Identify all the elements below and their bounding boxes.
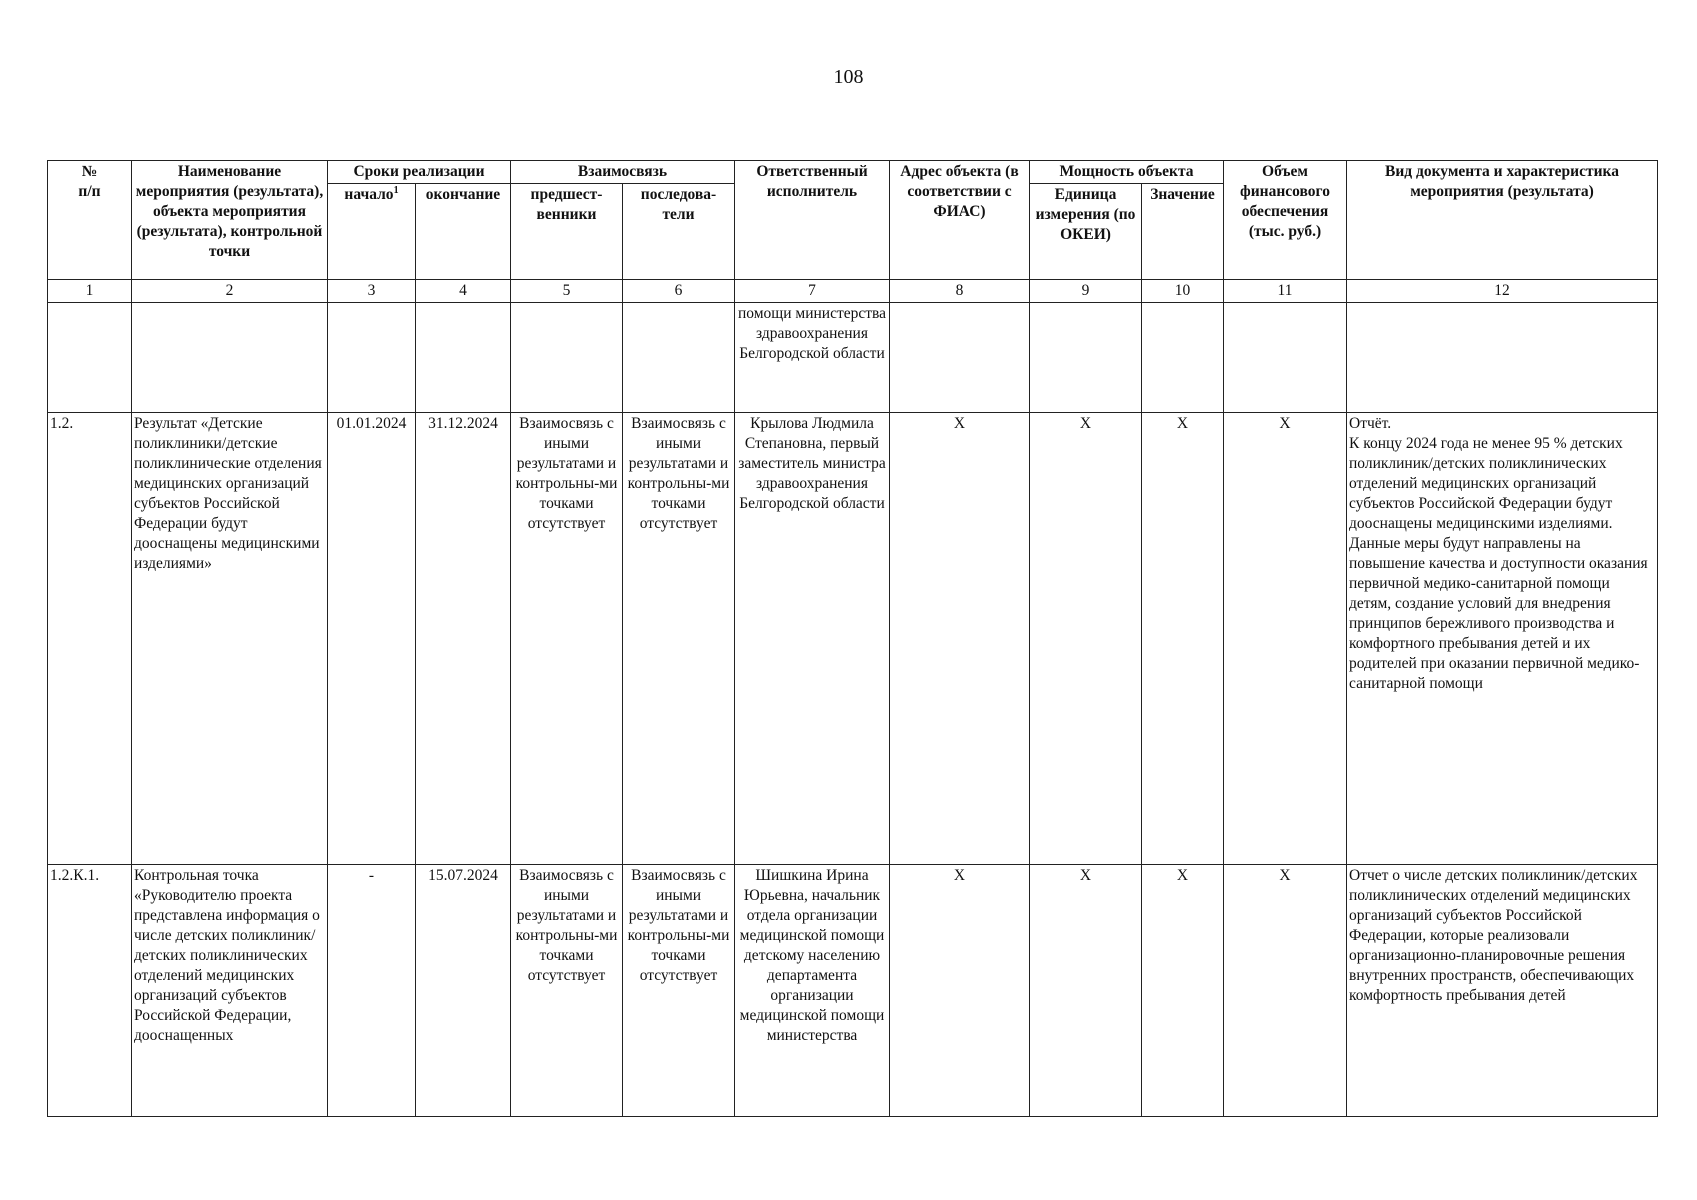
table-row xyxy=(48,865,1658,1117)
cell-start: 01.01.2024 xyxy=(328,413,416,865)
header-address: Адрес объекта (в соответствии с ФИАС) xyxy=(890,161,1030,280)
cell-address: X xyxy=(890,865,1030,1117)
header-value: Значение xyxy=(1142,184,1224,280)
cell-unit xyxy=(1030,303,1142,413)
cell-name: Контрольная точка «Руководителю проекта представлена информация о числе детских поликлиник/детских поликлинических отделений медицинских организаций субъектов Российской Федерации, дооснащенных xyxy=(132,865,328,1117)
col-number: 8 xyxy=(890,280,1030,303)
cell-predecessors: Взаимосвязь с иными результатами и контрольны-ми точками отсутствует xyxy=(511,865,623,1117)
cell-funding: X xyxy=(1224,413,1347,865)
cell-end: 31.12.2024 xyxy=(416,413,511,865)
cell-successors xyxy=(623,303,735,413)
header-funding: Объем финансового обеспечения (тыс. руб.) xyxy=(1224,161,1347,280)
column-numbers-row xyxy=(48,280,1658,303)
header-relation: Взаимосвязь xyxy=(511,161,735,184)
cell-unit: X xyxy=(1030,865,1142,1117)
cell-value: X xyxy=(1142,865,1224,1117)
cell-start xyxy=(328,303,416,413)
footnote-mark: 1 xyxy=(393,184,399,196)
cell-successors: Взаимосвязь с иными результатами и контрольны-ми точками отсутствует xyxy=(623,865,735,1117)
col-number: 7 xyxy=(735,280,890,303)
cell-num: 1.2.К.1. xyxy=(48,865,132,1117)
table-row xyxy=(48,303,1658,413)
cell-name: Результат «Детские поликлиники/детские поликлинические отделения медицинских организаций субъектов Российской Федерации будут дооснащены медицинскими изделиями» xyxy=(132,413,328,865)
col-number: 5 xyxy=(511,280,623,303)
cell-successors: Взаимосвязь с иными результатами и контрольны-ми точками отсутствует xyxy=(623,413,735,865)
col-number: 2 xyxy=(132,280,328,303)
cell-name xyxy=(132,303,328,413)
page-number: 108 xyxy=(833,66,864,88)
cell-end: 15.07.2024 xyxy=(416,865,511,1117)
cell-num xyxy=(48,303,132,413)
table-row xyxy=(48,413,1658,865)
cell-responsible: помощи министерства здравоохранения Белгородской области xyxy=(735,303,890,413)
col-number: 6 xyxy=(623,280,735,303)
cell-predecessors: Взаимосвязь с иными результатами и контрольны-ми точками отсутствует xyxy=(511,413,623,865)
header-unit: Единица измерения (по ОКЕИ) xyxy=(1030,184,1142,280)
cell-address xyxy=(890,303,1030,413)
plan-table xyxy=(47,160,1658,1117)
header-doc-type: Вид документа и характеристика мероприятия (результата) xyxy=(1347,161,1658,280)
col-number: 11 xyxy=(1224,280,1347,303)
col-number: 1 xyxy=(48,280,132,303)
cell-unit: X xyxy=(1030,413,1142,865)
cell-responsible: Шишкина Ирина Юрьевна, начальник отдела организации медицинской помощи детскому населению департамента организации медицинской помощи министерства xyxy=(735,865,890,1117)
cell-end xyxy=(416,303,511,413)
cell-funding xyxy=(1224,303,1347,413)
col-number: 10 xyxy=(1142,280,1224,303)
col-number: 3 xyxy=(328,280,416,303)
cell-predecessors xyxy=(511,303,623,413)
cell-funding: X xyxy=(1224,865,1347,1117)
cell-value: X xyxy=(1142,413,1224,865)
cell-num: 1.2. xyxy=(48,413,132,865)
cell-doc xyxy=(1347,303,1658,413)
col-number: 4 xyxy=(416,280,511,303)
header-num: № п/п xyxy=(48,161,132,280)
cell-address: X xyxy=(890,413,1030,865)
header-terms: Сроки реализации xyxy=(328,161,511,184)
header-name: Наименование мероприятия (результата), объекта мероприятия (результата), контрольной точки xyxy=(132,161,328,280)
header-capacity: Мощность объекта xyxy=(1030,161,1224,184)
cell-doc: Отчет о числе детских поликлиник/детских поликлинических отделений медицинских организаций субъектов Российской Федерации, которые реализовали организационно-планировочные решения внутренних пространств, обеспечивающих комфортность пребывания детей xyxy=(1347,865,1658,1117)
cell-doc: Отчёт. К концу 2024 года не менее 95 % детских поликлиник/детских поликлинических отделений медицинских организаций субъектов Российской Федерации будут дооснащены медицинскими изделиями. Данные меры будут направлены на повышение качества и доступности оказания первичной медико-санитарной помощи детям, создание условий для внедрения принципов бережливого производства и комфортного пребывания детей и их родителей при оказании первичной медико-санитарной помощи xyxy=(1347,413,1658,865)
header-responsible: Ответственный исполнитель xyxy=(735,161,890,280)
header-successors: последова- тели xyxy=(623,184,735,280)
cell-responsible: Крылова Людмила Степановна, первый заместитель министра здравоохранения Белгородской области xyxy=(735,413,890,865)
col-number: 9 xyxy=(1030,280,1142,303)
col-number: 12 xyxy=(1347,280,1658,303)
header-end: окончание xyxy=(416,184,511,280)
cell-start: - xyxy=(328,865,416,1117)
cell-value xyxy=(1142,303,1224,413)
header-predecessors: предшест- венники xyxy=(511,184,623,280)
header-start: начало$^1$ xyxy=(328,184,416,280)
